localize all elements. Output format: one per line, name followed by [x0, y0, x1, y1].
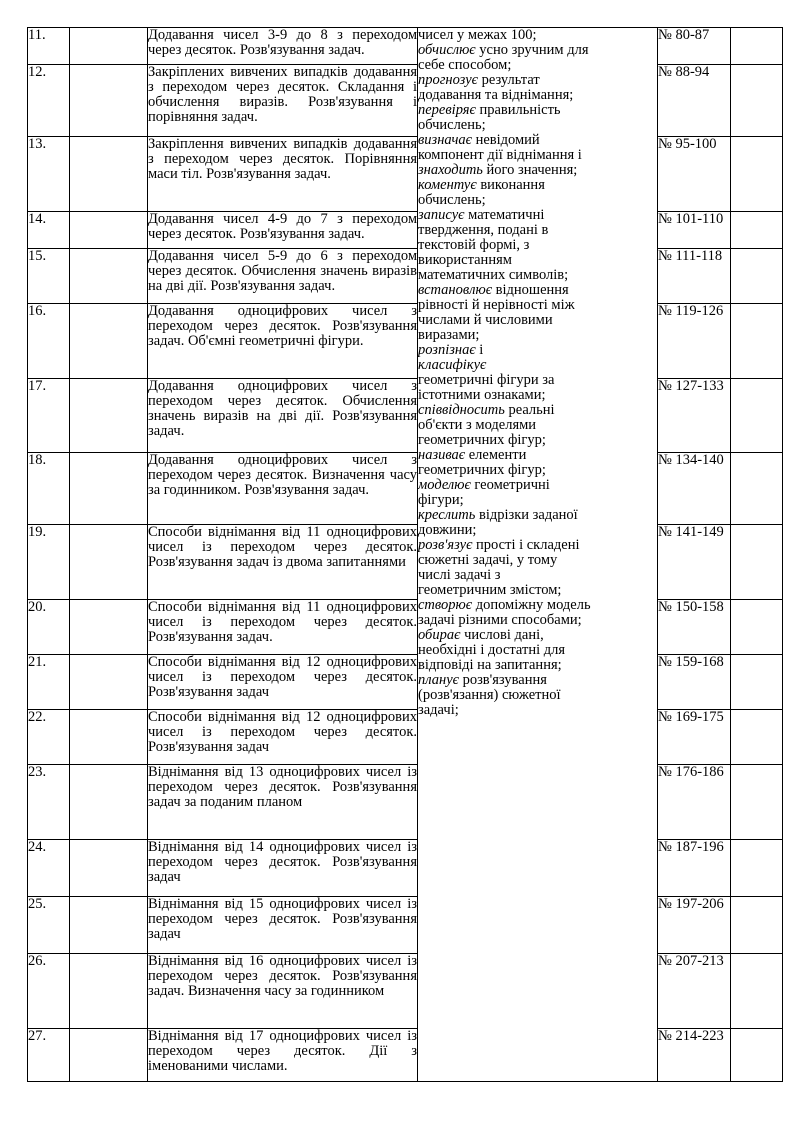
outcome-verb: створює [418, 597, 473, 613]
outcome-line [418, 658, 657, 673]
date-cell [70, 655, 148, 710]
exercise-numbers: № 119-126 [658, 304, 731, 379]
outcome-verb: обчислює [418, 42, 476, 58]
exercise-numbers: № 88-94 [658, 65, 731, 137]
outcome-line [418, 418, 657, 433]
outcome-line [418, 478, 657, 493]
outcome-line [418, 328, 657, 343]
table-row [28, 28, 783, 65]
outcome-line [418, 118, 657, 133]
table-row [28, 137, 783, 212]
outcome-text: твердження, подані в [418, 222, 549, 238]
lesson-number: 22. [28, 710, 70, 765]
outcome-line [418, 283, 657, 298]
date-cell [70, 840, 148, 897]
outcome-line [418, 253, 657, 268]
outcome-text: числові дані, [460, 627, 544, 643]
lesson-topic: Додавання одноцифрових чисел з переходом через десяток. Розв'язування задач. Об'ємні геометричні фігури. [148, 304, 418, 379]
outcome-text: прості і складені [472, 537, 580, 553]
lesson-topic: Способи віднімання від 11 одноцифрових чисел із переходом через десяток. Розв'язування задач із двома запитаннями [148, 525, 418, 600]
lesson-topic: Способи віднімання від 12 одноцифрових чисел із переходом через десяток. Розв'язування задач [148, 710, 418, 765]
outcome-line [418, 508, 657, 523]
lesson-topic: Закріплення вивчених випадків додавання з переходом через десяток. Порівняння маси тіл. Розв'язування задач. [148, 137, 418, 212]
outcome-text: необхідні і достатні для [418, 642, 566, 658]
outcome-line [418, 598, 657, 613]
date-cell [70, 1029, 148, 1082]
table-row [28, 379, 783, 453]
outcome-text: додавання та віднімання; [418, 87, 574, 103]
outcome-verb: прогнозує [418, 72, 478, 88]
table-row [28, 304, 783, 379]
date-cell [70, 897, 148, 954]
outcome-text: результат [477, 72, 540, 88]
outcome-text: істотними ознаками; [418, 387, 546, 403]
table-row [28, 1029, 783, 1082]
lesson-topic: Віднімання від 14 одноцифрових чисел із переходом через десяток. Розв'язування задач [148, 840, 418, 897]
exercise-numbers: № 159-168 [658, 655, 731, 710]
outcome-line [418, 133, 657, 148]
notes-cell [731, 304, 783, 379]
notes-cell [731, 65, 783, 137]
outcome-text: чисел у межах 100; [418, 27, 537, 43]
table-row [28, 600, 783, 655]
notes-cell [731, 525, 783, 600]
table-row [28, 453, 783, 525]
lesson-topic: Закріплених вивчених випадків додавання з переходом через десяток. Складання і обчислення виразів. Розв'язування і порівняння задач. [148, 65, 418, 137]
outcome-line [418, 208, 657, 223]
outcome-line [418, 583, 657, 598]
outcome-line [418, 673, 657, 688]
outcome-line [418, 538, 657, 553]
outcome-verb: записує [418, 207, 465, 223]
lesson-number: 18. [28, 453, 70, 525]
outcome-text: використанням [418, 252, 512, 268]
outcome-text: правильність [475, 102, 561, 118]
outcome-text: текстовій формі, з [418, 237, 530, 253]
lesson-number: 20. [28, 600, 70, 655]
table-row [28, 212, 783, 249]
date-cell [70, 600, 148, 655]
table-row [28, 655, 783, 710]
outcome-line [418, 628, 657, 643]
exercise-numbers: № 187-196 [658, 840, 731, 897]
lesson-number: 19. [28, 525, 70, 600]
outcome-line [418, 163, 657, 178]
outcome-text: допоміжну модель [472, 597, 591, 613]
outcome-line [418, 268, 657, 283]
outcome-verb: планує [418, 672, 459, 688]
lesson-number: 26. [28, 954, 70, 1029]
lesson-topic: Додавання чисел 5-9 до 6 з переходом через десяток. Обчислення значень виразів на дві дії. Розв'язування задач. [148, 249, 418, 304]
outcome-verb: перевіряє [418, 102, 476, 118]
outcome-text: геометричних фігур; [418, 462, 546, 478]
outcome-verb: встановлює [418, 282, 493, 298]
notes-cell [731, 137, 783, 212]
outcome-line [418, 523, 657, 538]
outcome-line [418, 433, 657, 448]
outcome-verb: знаходить [418, 162, 483, 178]
outcome-text: числі задачі з [418, 567, 501, 583]
exercise-numbers: № 214-223 [658, 1029, 731, 1082]
outcome-line [418, 373, 657, 388]
outcome-text: геометричних фігур; [418, 432, 546, 448]
date-cell [70, 525, 148, 600]
lesson-topic: Віднімання від 17 одноцифрових чисел із переходом через десяток. Дії з іменованими числами. [148, 1029, 418, 1082]
outcome-text: числами й числовими [418, 312, 553, 328]
lesson-number: 23. [28, 765, 70, 840]
date-cell [70, 710, 148, 765]
outcome-line [418, 463, 657, 478]
notes-cell [731, 600, 783, 655]
notes-cell [731, 212, 783, 249]
outcome-text: математичні [464, 207, 545, 223]
lesson-topic: Віднімання від 16 одноцифрових чисел із переходом через десяток. Розв'язування задач. Визначення часу за годинником [148, 954, 418, 1029]
date-cell [70, 212, 148, 249]
outcome-verb: обирає [418, 627, 461, 643]
outcome-line [418, 643, 657, 658]
outcome-text: геометричним змістом; [418, 582, 562, 598]
outcome-verb: називає [418, 447, 466, 463]
outcome-text: елементи [465, 447, 527, 463]
outcome-line [418, 613, 657, 628]
lesson-number: 27. [28, 1029, 70, 1082]
outcome-line [418, 298, 657, 313]
lesson-number: 24. [28, 840, 70, 897]
outcome-line [418, 313, 657, 328]
notes-cell [731, 655, 783, 710]
outcome-line [418, 28, 657, 43]
table-row [28, 897, 783, 954]
table-row [28, 840, 783, 897]
outcome-text: невідомий [471, 132, 540, 148]
date-cell [70, 379, 148, 453]
outcome-line [418, 88, 657, 103]
outcome-line [418, 148, 657, 163]
exercise-numbers: № 141-149 [658, 525, 731, 600]
outcome-text: задачі; [418, 702, 459, 718]
outcome-verb: визначає [418, 132, 472, 148]
lesson-number: 13. [28, 137, 70, 212]
notes-cell [731, 897, 783, 954]
outcome-text: (розв'язання) сюжетної [418, 687, 561, 703]
lesson-number: 17. [28, 379, 70, 453]
table-row [28, 710, 783, 765]
outcome-text: геометричні [470, 477, 550, 493]
exercise-numbers: № 197-206 [658, 897, 731, 954]
exercise-numbers: № 95-100 [658, 137, 731, 212]
outcome-text: задачі різними способами; [418, 612, 582, 628]
outcome-line [418, 43, 657, 58]
outcome-text: розв'язування [458, 672, 547, 688]
date-cell [70, 65, 148, 137]
learning-outcomes [418, 28, 658, 1082]
lesson-topic: Способи віднімання від 11 одноцифрових чисел із переходом через десяток. Розв'язування задач. [148, 600, 418, 655]
outcome-text: об'єкти з моделями [418, 417, 537, 433]
outcome-line [418, 448, 657, 463]
outcome-line [418, 223, 657, 238]
table-row [28, 954, 783, 1029]
lesson-topic: Додавання чисел 4-9 до 7 з переходом через десяток. Розв'язування задач. [148, 212, 418, 249]
outcome-text: геометричні фігури за [418, 372, 555, 388]
outcome-line [418, 688, 657, 703]
lesson-topic: Віднімання від 13 одноцифрових чисел із переходом через десяток. Розв'язування задач за поданим планом [148, 765, 418, 840]
outcome-line [418, 568, 657, 583]
table-row [28, 65, 783, 137]
table-row [28, 765, 783, 840]
outcome-text: рівності й нерівності між [418, 297, 575, 313]
outcome-line [418, 178, 657, 193]
exercise-numbers: № 169-175 [658, 710, 731, 765]
outcome-text: компонент дії віднімання і [418, 147, 582, 163]
outcome-line [418, 493, 657, 508]
outcome-line [418, 238, 657, 253]
lesson-number: 12. [28, 65, 70, 137]
notes-cell [731, 954, 783, 1029]
table-row [28, 525, 783, 600]
outcome-line [418, 553, 657, 568]
lesson-number: 16. [28, 304, 70, 379]
outcome-line [418, 703, 657, 718]
table-row [28, 249, 783, 304]
lesson-topic: Додавання одноцифрових чисел з переходом через десяток. Визначення часу за годинником. Розв'язування задач. [148, 453, 418, 525]
lesson-plan-table [27, 27, 783, 1082]
outcome-text: усно зручним для [475, 42, 589, 58]
outcome-text: виразами; [418, 327, 480, 343]
outcome-text: реальні [504, 402, 555, 418]
date-cell [70, 249, 148, 304]
lesson-topic: Додавання одноцифрових чисел з переходом через десяток. Обчислення значень виразів на дві дії. Розв'язування задач. [148, 379, 418, 453]
outcome-text: сюжетні задачі, у тому [418, 552, 558, 568]
date-cell [70, 765, 148, 840]
outcome-line [418, 193, 657, 208]
exercise-numbers: № 207-213 [658, 954, 731, 1029]
notes-cell [731, 249, 783, 304]
outcome-text: обчислень; [418, 117, 486, 133]
date-cell [70, 954, 148, 1029]
lesson-number: 11. [28, 28, 70, 65]
lesson-topic: Додавання чисел 3-9 до 8 з переходом через десяток. Розв'язування задач. [148, 28, 418, 65]
outcome-line [418, 103, 657, 118]
lesson-topic: Віднімання від 15 одноцифрових чисел із переходом через десяток. Розв'язування задач [148, 897, 418, 954]
notes-cell [731, 379, 783, 453]
notes-cell [731, 840, 783, 897]
outcome-text: фігури; [418, 492, 464, 508]
notes-cell [731, 28, 783, 65]
outcome-verb: співвідносить [418, 402, 505, 418]
lesson-number: 25. [28, 897, 70, 954]
notes-cell [731, 1029, 783, 1082]
lesson-topic: Способи віднімання від 12 одноцифрових чисел із переходом через десяток. Розв'язування задач [148, 655, 418, 710]
outcome-text: довжини; [418, 522, 477, 538]
outcome-verb: моделює [418, 477, 471, 493]
lesson-number: 14. [28, 212, 70, 249]
outcome-text: відношення [492, 282, 569, 298]
exercise-numbers: № 111-118 [658, 249, 731, 304]
exercise-numbers: № 101-110 [658, 212, 731, 249]
outcome-verb: розв'язує [418, 537, 473, 553]
outcome-line [418, 58, 657, 73]
notes-cell [731, 453, 783, 525]
lesson-number: 15. [28, 249, 70, 304]
date-cell [70, 304, 148, 379]
outcome-line [418, 73, 657, 88]
exercise-numbers: № 176-186 [658, 765, 731, 840]
exercise-numbers: № 150-158 [658, 600, 731, 655]
outcome-text: себе способом; [418, 57, 512, 73]
outcome-verb: класифікує [418, 357, 487, 373]
outcome-line [418, 403, 657, 418]
date-cell [70, 137, 148, 212]
outcome-line [418, 388, 657, 403]
date-cell [70, 28, 148, 65]
outcome-verb: коментує [418, 177, 477, 193]
exercise-numbers: № 127-133 [658, 379, 731, 453]
outcome-text: його значення; [482, 162, 578, 178]
outcome-text: і [475, 342, 484, 358]
outcome-text: виконання [476, 177, 545, 193]
outcome-verb: креслить [418, 507, 476, 523]
lesson-number: 21. [28, 655, 70, 710]
outcome-verb: розпізнає [418, 342, 476, 358]
outcome-text: відповіді на запитання; [418, 657, 562, 673]
date-cell [70, 453, 148, 525]
notes-cell [731, 710, 783, 765]
outcome-text: відрізки заданої [475, 507, 578, 523]
exercise-numbers: № 80-87 [658, 28, 731, 65]
outcome-line [418, 358, 657, 373]
outcome-line [418, 343, 657, 358]
exercise-numbers: № 134-140 [658, 453, 731, 525]
outcome-text: обчислень; [418, 192, 486, 208]
notes-cell [731, 765, 783, 840]
outcome-text: математичних символів; [418, 267, 569, 283]
